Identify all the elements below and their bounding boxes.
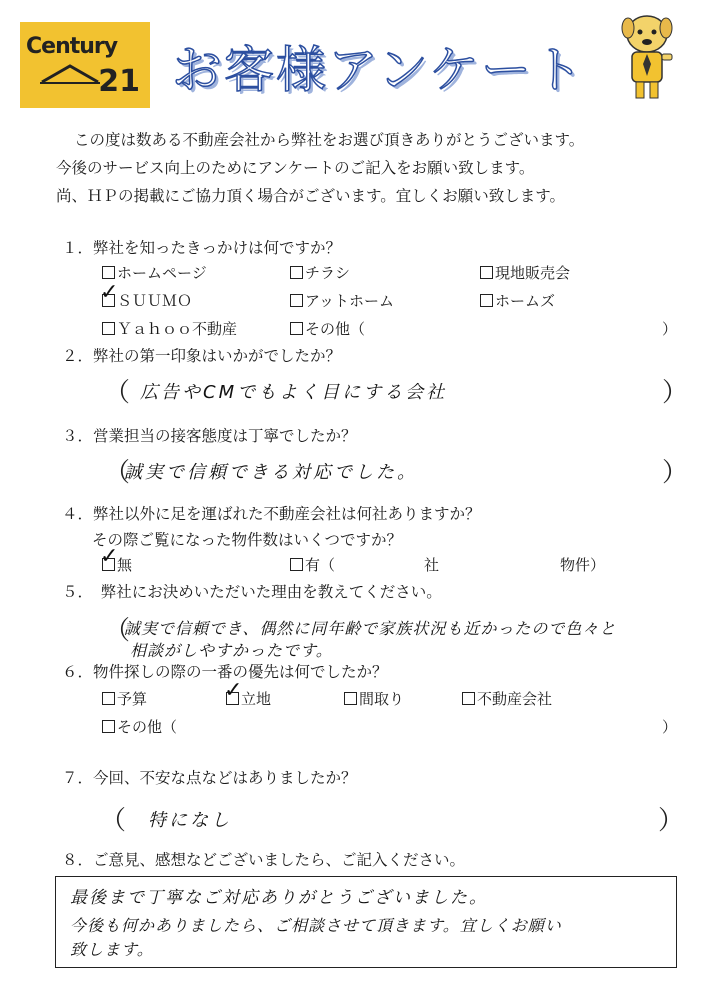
logo-roof-icon	[40, 62, 100, 84]
q1-option-onsite[interactable]: 現地販売会	[480, 262, 570, 283]
checkbox[interactable]	[102, 322, 115, 335]
q6-option-company[interactable]: 不動産会社	[462, 688, 552, 709]
checkbox[interactable]	[102, 720, 115, 733]
q6-option-location[interactable]: 立地	[226, 688, 271, 709]
q2-label: ２．弊社の第一印象はいかがでしたか？	[62, 347, 342, 365]
century21-logo	[20, 22, 150, 108]
q1-option-homepage[interactable]: ホームページ	[102, 262, 207, 283]
page-title: お客様アンケート	[172, 41, 585, 99]
q6-check-mark-icon: ✓	[224, 678, 246, 703]
q1-option-other[interactable]: その他（	[290, 318, 365, 339]
q5-label: ５． 弊社にお決めいただいた理由を教えてください。	[62, 583, 442, 601]
mascot-dog-icon	[612, 10, 682, 102]
q6-option-budget[interactable]: 予算	[102, 688, 147, 709]
q5-open-paren: （	[104, 616, 131, 646]
intro-line-1: この度は数ある不動産会社から弊社をお選び頂きありがとうございます。	[74, 131, 585, 149]
q3-answer[interactable]: 誠実で信頼できる対応でした。	[124, 462, 418, 483]
checkbox[interactable]	[290, 558, 303, 571]
q3-label: ３．営業担当の接客態度は丁寧でしたか？	[62, 427, 357, 445]
checkbox[interactable]	[344, 692, 357, 705]
q1-option-athome[interactable]: アットホーム	[290, 290, 394, 311]
q5-answer-line-2[interactable]: 相談がしやすかったです。	[130, 641, 333, 660]
q7-label: ７．今回、不安な点などはありましたか？	[62, 769, 357, 787]
q4-label: ４．弊社以外に足を運ばれた不動産会社は何社ありますか？	[62, 505, 481, 523]
q4-unit-property: 物件）	[560, 556, 606, 574]
q6-option-layout[interactable]: 間取り	[344, 688, 404, 709]
logo-number: 21	[98, 64, 140, 99]
q4-check-mark-icon: ✓	[100, 544, 122, 569]
q6-other-close-paren: ）	[662, 718, 678, 736]
q1-other-close-paren: ）	[662, 320, 678, 338]
q1-option-suumo[interactable]: ＳＵＵＭＯ	[102, 290, 192, 311]
q1-option-yahoo[interactable]: Ｙａｈｏｏ不動産	[102, 318, 237, 339]
q5-answer-line-1[interactable]: 誠実で信頼でき、偶然に同年齢で家族状況も近かったので色々と	[124, 619, 617, 638]
q8-label: ８．ご意見、感想などございましたら、ご記入ください。	[62, 851, 466, 869]
logo-brand-text: Century	[26, 34, 118, 59]
checkbox[interactable]	[290, 294, 303, 307]
checkbox[interactable]	[462, 692, 475, 705]
checkbox[interactable]	[290, 266, 303, 279]
q7-answer[interactable]: 特になし	[148, 810, 232, 831]
q8-comment-line-1: 最後まで丁寧なご対応ありがとうございました。	[70, 888, 488, 908]
checkbox[interactable]	[480, 294, 493, 307]
checkbox[interactable]	[480, 266, 493, 279]
q6-label: ６．物件探しの際の一番の優先は何でしたか？	[62, 663, 388, 681]
q7-open-paren: （	[100, 806, 127, 836]
q4-label-2: その際ご覧になった物件数はいくつですか？	[92, 531, 403, 549]
q6-option-other[interactable]: その他（	[102, 716, 177, 737]
q4-unit-company: 社	[424, 556, 440, 574]
q1-label: １．弊社を知ったきっかけは何ですか？	[62, 239, 342, 257]
q3-close-paren: ）	[662, 458, 689, 488]
q8-comment-line-2: 今後も何かありましたら、ご相談させて頂きます。宜しくお願い	[70, 916, 562, 935]
q2-answer[interactable]: 広告やCMでもよく目にする会社	[140, 382, 448, 403]
q2-open-paren: （	[104, 378, 131, 408]
q7-close-paren: ）	[658, 806, 685, 836]
intro-line-3: 尚、ＨＰの掲載にご協力頂く場合がございます。宜しくお願い致します。	[56, 187, 566, 205]
intro-line-2: 今後のサービス向上のためにアンケートのご記入をお願い致します。	[56, 159, 535, 177]
q8-comment-box[interactable]	[55, 876, 677, 968]
q4-option-yes[interactable]: 有（	[290, 554, 335, 575]
q2-close-paren: ）	[662, 378, 689, 408]
checkbox[interactable]	[102, 266, 115, 279]
q1-check-mark-icon: ✓	[100, 280, 122, 305]
q4-option-none[interactable]: 無	[102, 554, 132, 575]
q1-option-homes[interactable]: ホームズ	[480, 290, 555, 311]
q8-comment-line-3: 致します。	[70, 940, 154, 959]
q3-open-paren: （	[104, 458, 131, 488]
q1-option-flyer[interactable]: チラシ	[290, 262, 350, 283]
checkbox[interactable]	[102, 692, 115, 705]
checkbox[interactable]	[290, 322, 303, 335]
